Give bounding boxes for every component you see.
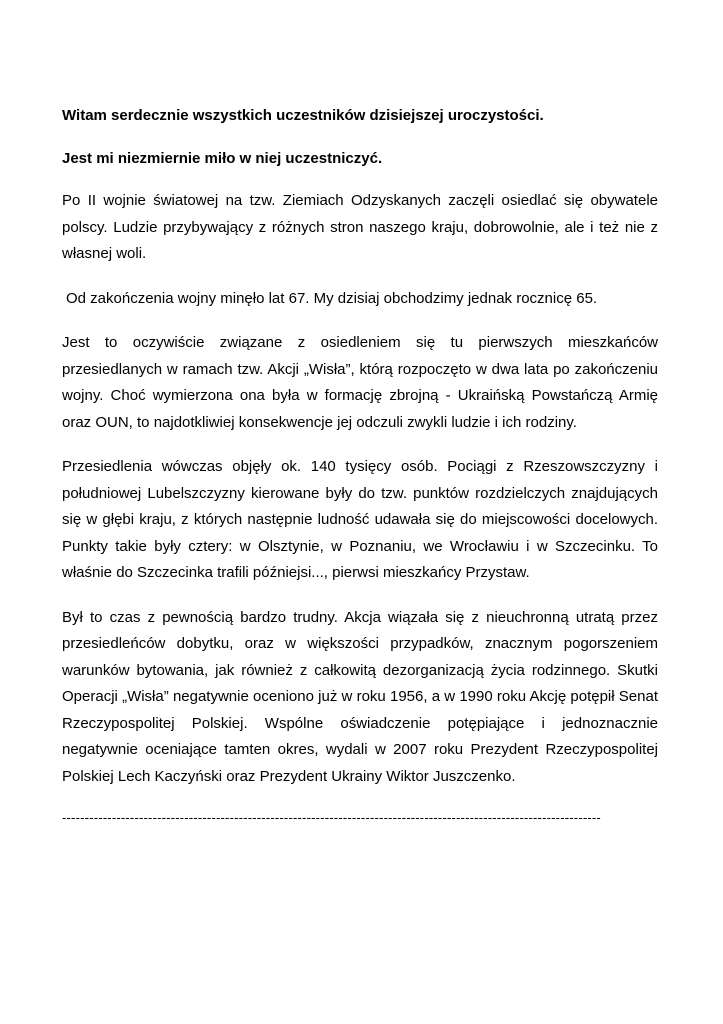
- paragraph-hardship: Był to czas z pewnością bardzo trudny. Akcja wiązała się z nieuchronną utratą przez przesiedleńców dobytku, oraz w większości przypadków, znacznym pogorszeniem warunków bytowania, jak również z całkowitą dezorganizacją życia rodzinnego. Skutki Operacji „Wisła” negatywnie oceniono już w roku 1956, a w 1990 roku Akcję potępił Senat Rzeczypospolitej Polskiej. Wspólne oświadczenie potępiające i jednoznacznie negatywnie oceniające tamten okres, wydali w 2007 roku Prezydent Rzeczypospolitej Polskiej Lech Kaczyński oraz Prezydent Ukrainy Wiktor Juszczenko.: [62, 608, 658, 785]
- greeting-heading: Witam serdecznie wszystkich uczestników dzisiejszej uroczystości.: [62, 107, 544, 124]
- paragraph-anniversary: Od zakończenia wojny minęło lat 67. My dzisiaj obchodzimy jednak rocznicę 65.: [66, 289, 598, 307]
- paragraph-settlement: Po II wojnie światowej na tzw. Ziemiach Odzyskanych zaczęli osiedlać się obywatele polscy. Ludzie przybywający z różnych stron naszego kraju, dobrowolnie, ale i też nie z własnej woli.: [62, 192, 658, 262]
- paragraph-resettlement: Przesiedlenia wówczas objęły ok. 140 tysięcy osób. Pociągi z Rzeszowszczyzny i południowej Lubelszczyzny kierowane były do tzw. punktów rozdzielczych znajdujących się w głębi kraju, z których następnie ludność udawała się do miejscowości docelowych. Punkty takie były cztery: w Olsztynie, w Poznaniu, we Wrocławiu i w Szczecinku. To właśnie do Szczecinka trafili późniejsi..., pierwsi mieszkańcy Przystaw.: [62, 458, 658, 581]
- document-page: [62, 103, 658, 828]
- dashed-divider: -----------------------------------------------------------------------------------------------------------------------: [62, 810, 601, 825]
- participation-heading: Jest mi niezmiernie miło w niej uczestniczyć.: [62, 149, 383, 167]
- paragraph-akcja-wisla: Jest to oczywiście związane z osiedleniem się tu pierwszych mieszkańców przesiedlanych w ramach tzw. Akcji „Wisła”, którą rozpoczęto w dwa lata po zakończeniu wojny. Choć wymierzona ona była w formację zbrojną - Ukraińską Powstańczą Armię oraz OUN, to najdotkliwiej konsekwencje jej odczuli zwykli ludzie i ich rodziny.: [62, 334, 658, 431]
